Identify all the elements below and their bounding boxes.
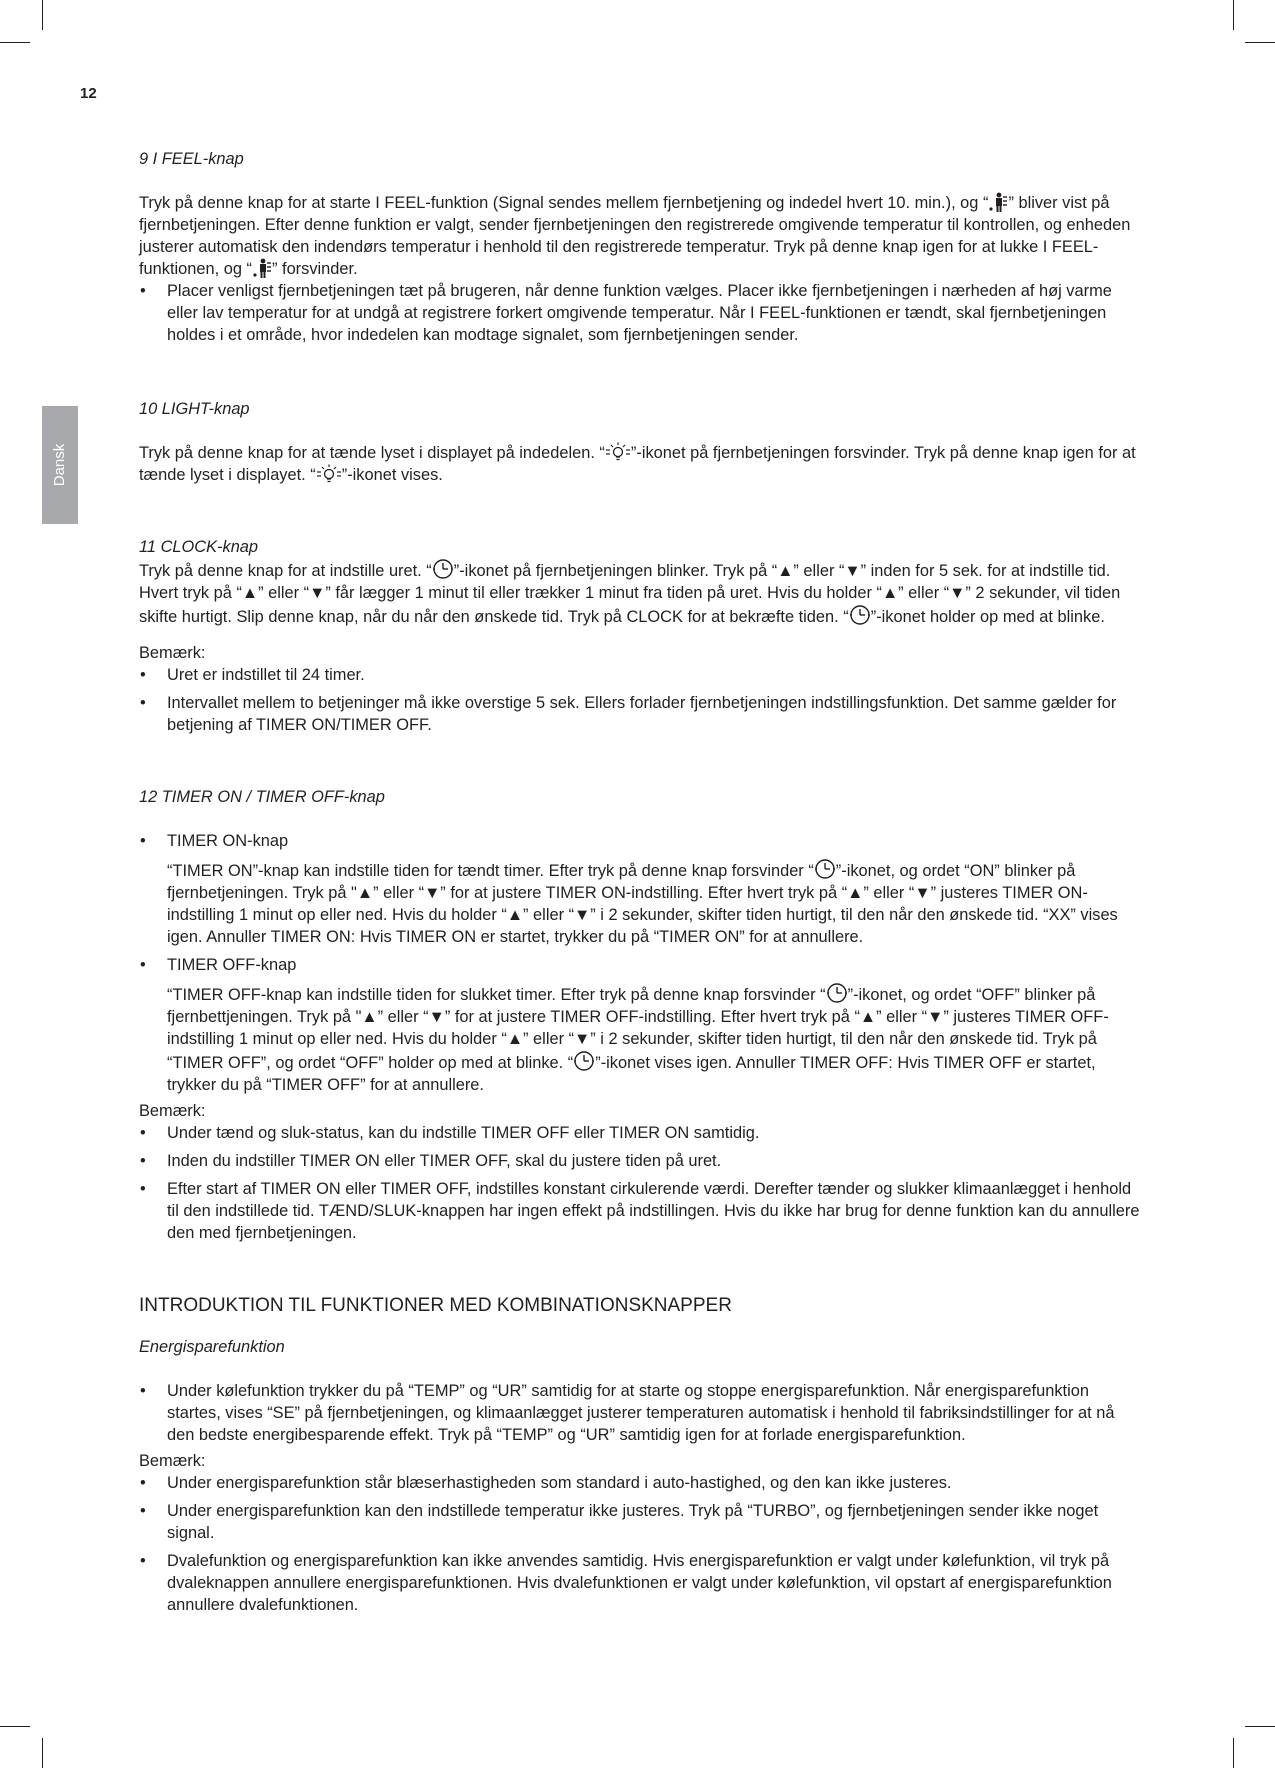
timer-off-label: TIMER OFF-knap [167,956,297,974]
list-item: • Under energisparefunktion står blæserhastigheden som standard i auto-hastighed, og den kan ikke justeres. [139,1472,1142,1494]
list-item: • Efter start af TIMER ON eller TIMER OFF, indstilles konstant cirkulerende værdi. Derefter tænder og slukker klimaanlægget i henhold til den indstillede tid. TÆND/SLUK-knappen har ingen effekt på indstillingen. Hvis du ikke har brug for denne funktion kan du annullere den med fjernbetjeningen. [139,1178,1142,1244]
clock-icon [826,982,848,1004]
light-bulb-icon [605,442,631,462]
clock-icon [432,558,454,580]
crop-mark [42,1738,43,1768]
energy-saving-notes [139,1472,1142,1616]
crop-mark [1245,42,1275,43]
subsection-heading-energy-saving: Energisparefunktion [139,1338,285,1356]
clock-icon [849,604,871,626]
person-feel-icon [988,192,1008,212]
section-heading-light: 10 LIGHT-knap [139,400,250,418]
section-heading-combination: INTRODUKTION TIL FUNKTIONER MED KOMBINATIONSKNAPPER [139,1295,732,1316]
note-label: Bemærk: [139,1452,206,1470]
list-item [139,954,1142,1096]
section-heading-i-feel: 9 I FEEL-knap [139,150,244,168]
i-feel-description: Tryk på denne knap for at starte I FEEL-funktion (Signal sendes mellem fjernbetjening og indedel hvert 10. min.), og “ ” bliver vist på fjernbetjeningen. Efter denne funktion er valgt, sender fjernbetjeningen den registrerede omgivende temperatur til kontrollen, og enheden justerer automatisk den indendørs temperatur i henhold til den registrerede temperatur. Tryk på denne knap igen for at lukke I FEEL-funktionen, og “ ” forsvinder. [139,194,1131,278]
section-heading-clock: 11 CLOCK-knap [139,538,259,556]
crop-mark [1233,0,1234,30]
list-item: • Intervallet mellem to betjeninger må ikke overstige 5 sek. Ellers forlader fjernbetjeningen indstillingsfunktion. Det samme gælder for betjening af TIMER ON/TIMER OFF. [139,692,1142,736]
timer-notes [139,1122,1142,1244]
clock-description: Tryk på denne knap for at indstille uret. “ ”-ikonet på fjernbetjeningen blinker. Tryk på “▲” eller “▼” inden for 5 sek. for at indstille tid. Hvert tryk på “▲” eller “▼” får lægger 1 minut til eller trækker 1 minut fra tiden på uret. Hvis du holder “▲” eller “▼” 2 sekunder, vil tiden skifte hurtigt. Slip denne knap, når du når den ønskede tid. Tryk på CLOCK for at bekræfte tiden. “ ”-ikonet holder op med at blinke. [139,558,1142,628]
page-content [139,148,1142,1616]
list-item: • Dvalefunktion og energisparefunktion kan ikke anvendes samtidig. Hvis energisparefunktion er valgt under kølefunktion, vil tryk på dvaleknappen annullere energisparefunktionen. Hvis dvalefunktionen er valgt under kølefunktion, vil opstart af energisparefunktion annullere dvalefunktionen. [139,1550,1142,1616]
i-feel-bullets [139,280,1142,346]
timer-on-description: “TIMER ON”-knap kan indstille tiden for tændt timer. Efter tryk på denne knap forsvinder “ ”-ikonet, og ordet “ON” blinker på fjernbetjeningen. Tryk på "▲” eller “▼” for at justere TIMER ON-indstilling. Efter hvert tryk på “▲” eller “▼” justeres TIMER ON-indstilling 1 minut op eller ned. Hvis du holder “▲” eller “▼” i 2 sekunder, skifter tiden hurtigt, til den når den ønskede tid. “XX” vises igen. Annuller TIMER ON: Hvis TIMER ON er startet, trykker du på “TIMER ON” for at annullere. [167,858,1142,948]
crop-mark [0,42,30,43]
list-item: • Under kølefunktion trykker du på “TEMP” og “UR” samtidig for at starte og stoppe energisparefunktion. Når energisparefunktion startes, vises “SE” på fjernbetjeningen, og klimaanlægget justerer temperaturen automatisk i henhold til fabriksindstillinger for at nå den bedste energibesparende effekt. Tryk på “TEMP” og “UR” samtidig igen for at forlade energisparefunktion. [139,1380,1142,1446]
note-label: Bemærk: [139,644,206,662]
list-item [139,830,1142,948]
list-item: • Under energisparefunktion kan den indstillede temperatur ikke justeres. Tryk på “TURBO”, og fjernbetjeningen sender ikke noget signal. [139,1500,1142,1544]
light-description: Tryk på denne knap for at tænde lyset i displayet på indedelen. “ ”-ikonet på fjernbetjeningen forsvinder. Tryk på denne knap igen for at tænde lyset i displayet. “ ”-ikonet vises. [139,444,1136,484]
clock-icon [573,1050,595,1072]
list-item: • Uret er indstillet til 24 timer. [139,664,1142,686]
list-item: • Inden du indstiller TIMER ON eller TIMER OFF, skal du justere tiden på uret. [139,1150,1142,1172]
crop-mark [0,1726,30,1727]
crop-mark [1233,1738,1234,1768]
language-tab-label: Dansk [51,443,68,487]
clock-notes [139,664,1142,736]
list-item: • Placer venligst fjernbetjeningen tæt på brugeren, når denne funktion vælges. Placer ikke fjernbetjeningen i nærheden af høj varme eller lav temperatur for at undgå at registrere forkert omgivende temperatur. Når I FEEL-funktionen er tændt, skal fjernbetjeningen holdes i et område, hvor indedelen kan modtage signalet, som fjernbetjeningen sender. [139,280,1142,346]
timer-off-description: “TIMER OFF-knap kan indstille tiden for slukket timer. Efter tryk på denne knap forsvinder “ ”-ikonet, og ordet “OFF” blinker på fjernbettjeningen. Tryk på "▲” eller “▼” for at justere TIMER OFF-indstilling. Efter hvert tryk på “▲” eller “▼” justeres TIMER OFF-indstilling 1 minut op eller ned. Hvis du holder “▲” eller “▼” i 2 sekunder, skifter tiden hurtigt, til den når den ønskede tid. Tryk på “TIMER OFF”, og ordet “OFF” holder op med at blinke. “ ”-ikonet vises igen. Annuller TIMER OFF: Hvis TIMER OFF er startet, trykker du på “TIMER OFF” for at annullere. [167,982,1142,1096]
note-label: Bemærk: [139,1102,206,1120]
language-tab [42,406,78,524]
energy-saving-bullets [139,1380,1142,1446]
clock-icon [814,858,836,880]
person-feel-icon [252,258,272,278]
crop-mark [1245,1726,1275,1727]
list-item: • Under tænd og sluk-status, kan du indstille TIMER OFF eller TIMER ON samtidig. [139,1122,1142,1144]
timer-items [139,830,1142,1096]
light-bulb-icon [316,464,342,484]
timer-on-label: TIMER ON-knap [167,832,289,850]
section-heading-timer: 12 TIMER ON / TIMER OFF-knap [139,788,385,806]
crop-mark [42,0,43,30]
page-number: 12 [80,85,97,102]
